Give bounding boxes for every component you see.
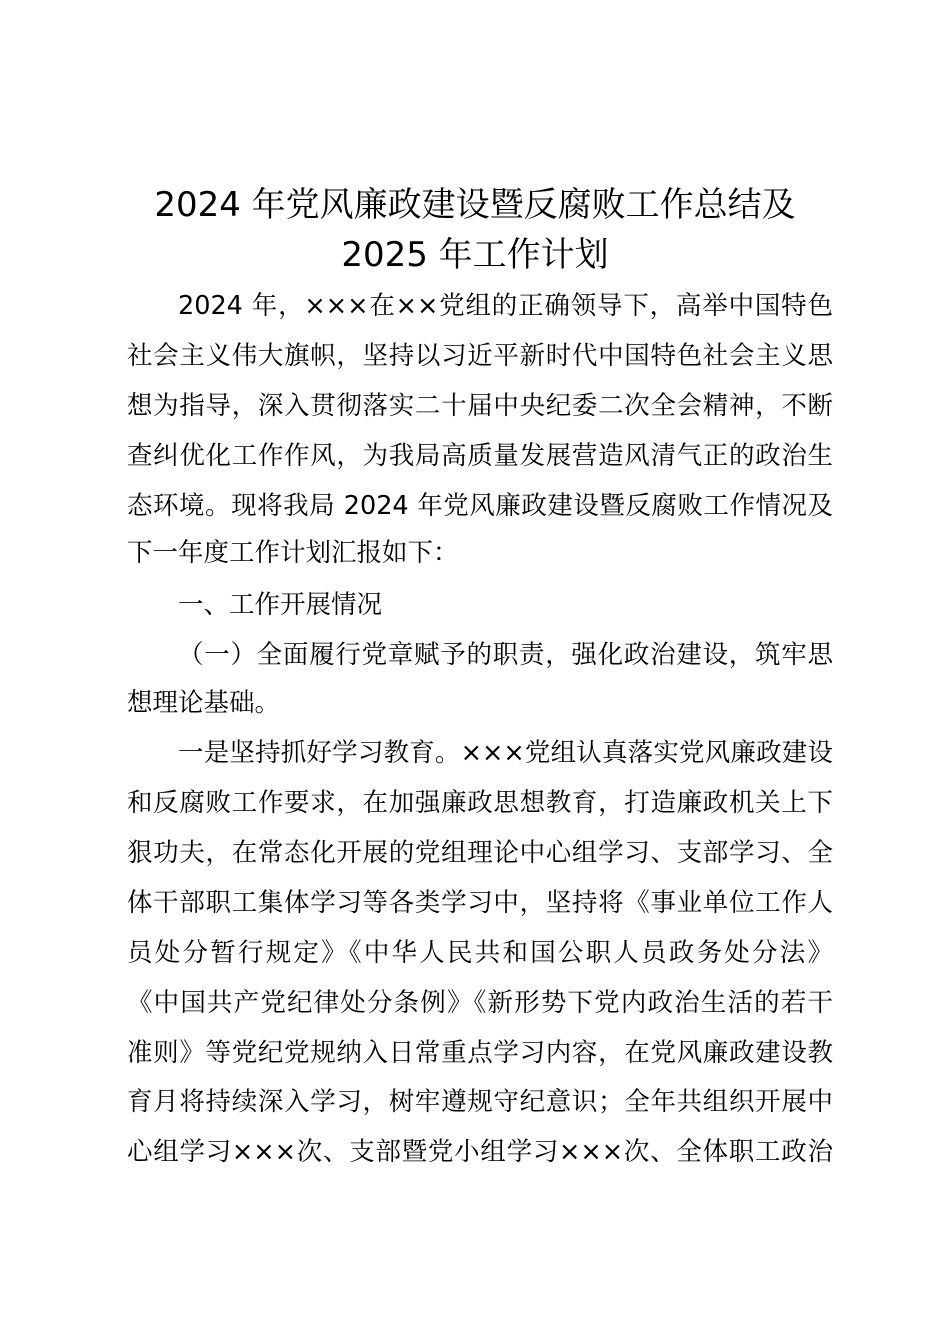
paragraph-line: 下一年度工作计划汇报如下： — [127, 538, 459, 568]
paragraph-line: 《中国共产党纪律处分条例》《新形势下党内政治生活的若干 — [127, 988, 833, 1018]
subsection-heading-line: 想理论基础。 — [127, 688, 281, 718]
paragraph-line: 查纠优化工作作风，为我局高质量发展营造风清气正的政治生 — [127, 441, 833, 471]
section-heading: 一、工作开展情况 — [178, 590, 383, 620]
paragraph-line: 体干部职工集体学习等各类学习中，坚持将《事业单位工作人 — [127, 888, 833, 918]
paragraph-line: 想为指导，深入贯彻落实二十届中央纪委二次全会精神，不断 — [127, 391, 833, 421]
paragraph-line: 狠功夫，在常态化开展的党组理论中心组学习、支部学习、全 — [127, 838, 833, 868]
document-title-line-2: 2025 年工作计划 — [341, 235, 609, 275]
paragraph-line: 一是坚持抓好学习教育。×××党组认真落实党风廉政建设 — [178, 738, 833, 768]
paragraph-line: 心组学习×××次、支部暨党小组学习×××次、全体职工政治 — [127, 1137, 833, 1167]
paragraph-line: 育月将持续深入学习，树牢遵规守纪意识；全年共组织开展中 — [127, 1087, 833, 1117]
paragraph-line: 态环境。现将我局 2024 年党风廉政建设暨反腐败工作情况及 — [127, 491, 833, 521]
paragraph-line: 准则》等党纪党规纳入日常重点学习内容，在党风廉政建设教 — [127, 1038, 833, 1068]
paragraph-line: 员处分暂行规定》《中华人民共和国公职人员政务处分法》 — [127, 938, 833, 968]
document-title-line-1: 2024 年党风廉政建设暨反腐败工作总结及 — [154, 185, 796, 225]
paragraph-line: 2024 年，×××在××党组的正确领导下，高举中国特色 — [178, 291, 833, 321]
subsection-heading-line: （一）全面履行党章赋予的职责，强化政治建设，筑牢思 — [178, 640, 833, 670]
paragraph-line: 和反腐败工作要求，在加强廉政思想教育，打造廉政机关上下 — [127, 788, 833, 818]
paragraph-line: 社会主义伟大旗帜，坚持以习近平新时代中国特色社会主义思 — [127, 341, 833, 371]
